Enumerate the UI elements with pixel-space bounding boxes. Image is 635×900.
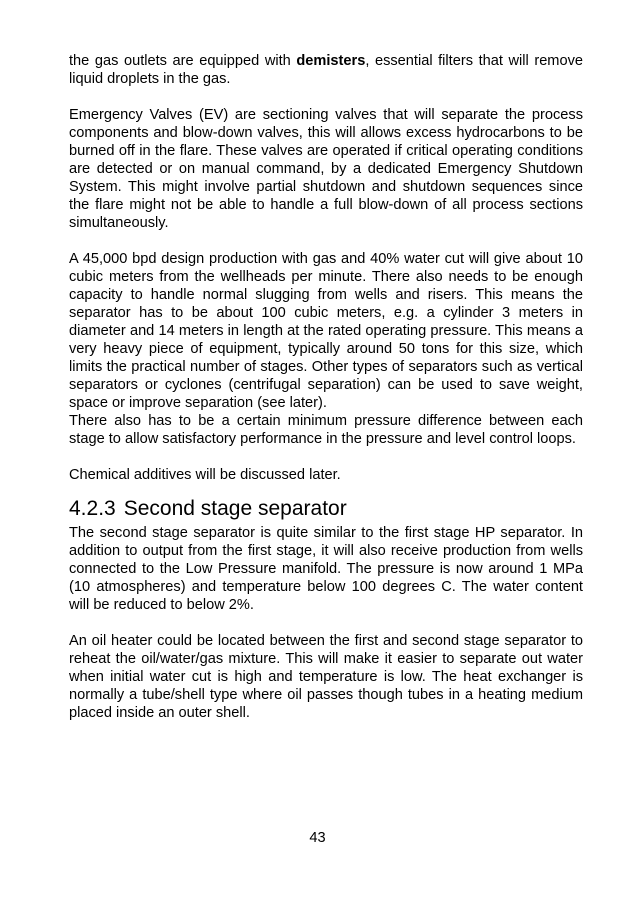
demisters-term: demisters <box>296 53 366 69</box>
page-number: 43 <box>309 830 326 846</box>
second-stage-paragraph: The second stage separator is quite similar to the first stage HP separator. In addition to output from the first stage, it will also receive production from wells connected to the Low Pressure manifold. The pressure is now around 1 MPa (10 atmospheres) and temperature below 100 degrees C. The water content will be reduced to below 2%. <box>69 525 583 613</box>
section-title: Second stage separator <box>123 497 347 520</box>
design-production-paragraph: A 45,000 bpd design production with gas and 40% water cut will give about 10 cubic meters from the wellheads per minute. There also needs to be enough capacity to handle normal slugging from wells and risers. This means the separator has to be about 100 cubic meters, e.g. a cylinder 3 meters in diameter and 14 meters in length at the rated operating pressure. This means a very heavy piece of equipment, typically around 50 tons for this size, which limits the practical number of stages. Other types of separators such as vertical separators or cyclones (centrifugal separation) can be used to save weight, space or improve separation (see later). <box>69 251 583 411</box>
oil-heater-paragraph: An oil heater could be located between the first and second stage separator to reheat the oil/water/gas mixture. This will make it easier to separate out water when initial water cut is high and temperature is low. The heat exchanger is normally a tube/shell type where oil passes though tubes in a heating medium placed inside an outer shell. <box>69 633 583 721</box>
section-heading <box>69 496 583 522</box>
intro-text-after: , essential filters that will remove liquid droplets in the gas. <box>69 53 583 87</box>
intro-paragraph <box>69 52 583 88</box>
section-number: 4.2.3 <box>69 497 116 520</box>
emergency-valves-paragraph: Emergency Valves (EV) are sectioning valves that will separate the process components and blow-down valves, this will allows excess hydrocarbons to be burned off in the flare. These valves are operated if critical operating conditions are detected or on manual command, by a dedicated Emergency Shutdown System. This might involve partial shutdown and shutdown sequences since the flare might not be able to handle a full blow-down of all process sections simultaneously. <box>69 107 583 231</box>
intro-text-before: the gas outlets are equipped with <box>69 53 297 69</box>
page-body <box>69 52 583 722</box>
pressure-difference-paragraph: There also has to be a certain minimum pressure difference between each stage to allow satisfactory performance in the pressure and level control loops. <box>69 413 583 447</box>
chemical-additives-paragraph: Chemical additives will be discussed later. <box>69 467 341 483</box>
